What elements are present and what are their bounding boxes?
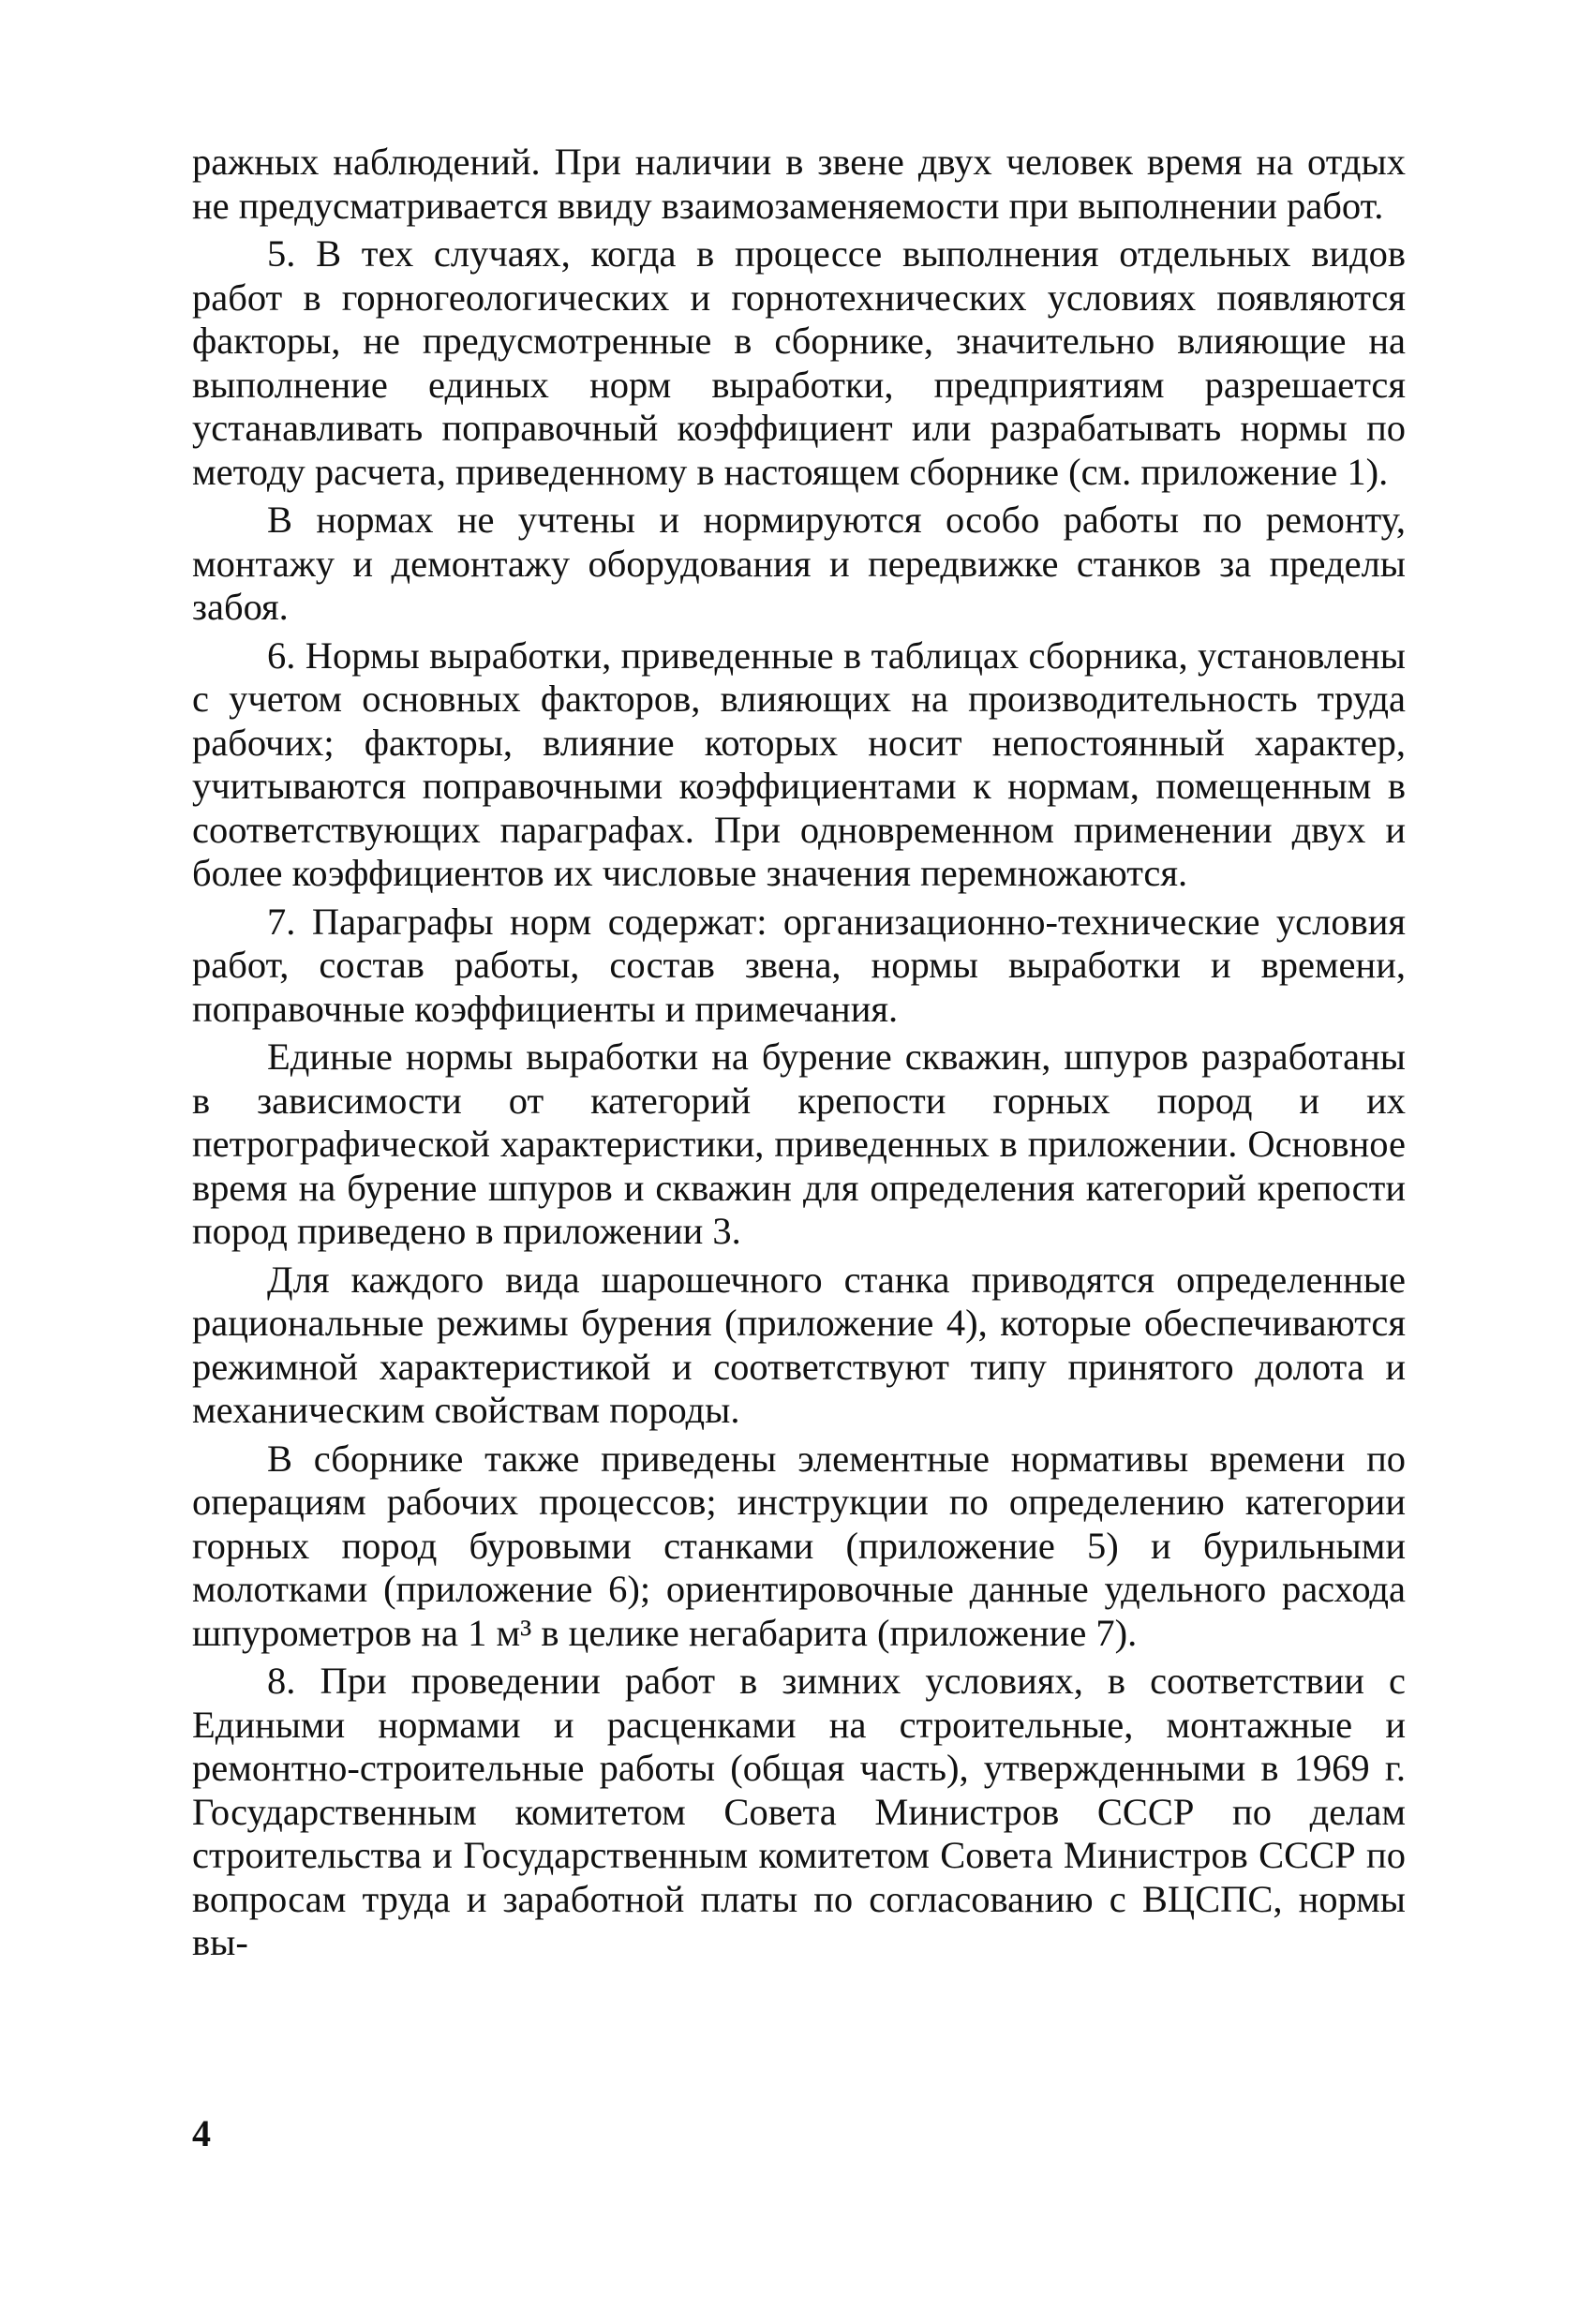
paragraph-repairs-note: В нормах не учтены и нормируются особо работы по ремонту, монтажу и демонтажу оборудования и передвижке станков за пределы забоя. (192, 499, 1406, 628)
paragraph-drilling-norms: Единые нормы выработки на бурение скважин, шпуров разработаны в зависимости от категорий крепости горных пород и их петрографической характеристики, приведенных в приложении. Основное время на бурение шпуров и скважин для определения категорий крепости пород приведено в приложении 3. (192, 1035, 1406, 1252)
document-page (192, 141, 1406, 2296)
page-number: 4 (192, 2112, 211, 2154)
paragraph-item-6: 6. Нормы выработки, приведенные в таблицах сборника, установлены с учетом основных факторов, влияющих на производительность труда рабочих; факторы, влияние которых носит непостоянный характер, учитываются поправочными коэффициентами к нормам, помещенным в соответствующих параграфах. При одновременном применении двух и более коэффициентов их числовые значения перемножаются. (192, 633, 1406, 894)
paragraph-continuation: ражных наблюдений. При наличии в звене двух человек время на отдых не предусматривается ввиду взаимозаменяемости при выполнении работ. (192, 141, 1406, 227)
paragraph-item-7: 7. Параграфы норм содержат: организационно-технические условия работ, состав работы, состав звена, нормы выработки и времени, поправочные коэффициенты и примечания. (192, 900, 1406, 1030)
paragraph-item-8: 8. При проведении работ в зимних условиях, в соответствии с Едиными нормами и расценками на строительные, монтажные и ремонтно-строительные работы (общая часть), утвержденными в 1969 г. Государственным комитетом Совета Министров СССР по делам строительства и Государственным комитетом Совета Министров СССР по вопросам труда и заработной платы по согласованию с ВЦСПС, нормы вы- (192, 1660, 1406, 1963)
paragraph-drilling-modes: Для каждого вида шарошечного станка приводятся определенные рациональные режимы бурения (приложение 4), которые обеспечиваются режимной характеристикой и соответствуют типу принятого долота и механическим свойствам породы. (192, 1258, 1406, 1431)
paragraph-element-norms: В сборнике также приведены элементные нормативы времени по операциям рабочих процессов; инструкции по определению категории горных пород буровыми станками (приложение 5) и бурильными молотками (приложение 6); ориентировочные данные удельного расхода шпурометров на 1 м³ в целике негабарита (приложение 7). (192, 1437, 1406, 1654)
paragraph-item-5: 5. В тех случаях, когда в процессе выполнения отдельных видов работ в горногеологических и горнотехнических условиях появляются факторы, не предусмотренные в сборнике, значительно влияющие на выполнение единых норм выработки, предприятиям разрешается устанавливать поправочный коэффициент или разрабатывать нормы по методу расчета, приведенному в настоящем сборнике (см. приложение 1). (192, 232, 1406, 493)
